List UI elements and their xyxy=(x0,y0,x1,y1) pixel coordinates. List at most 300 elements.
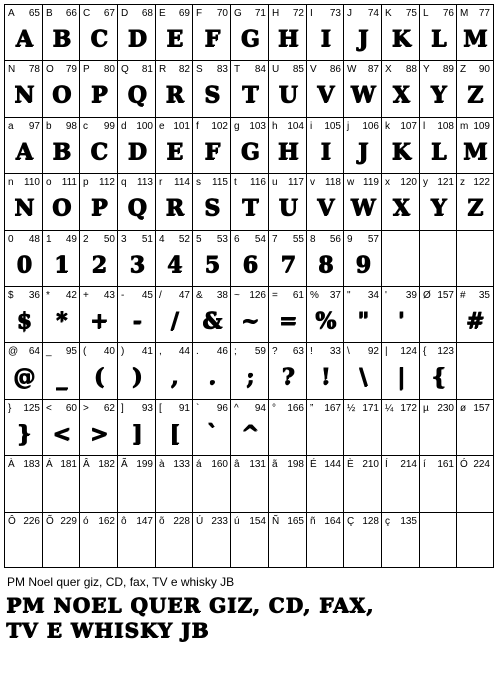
char-cell xyxy=(4,512,43,568)
char-code: 198 xyxy=(287,459,304,470)
char-cell-label xyxy=(460,234,490,246)
char-name: - xyxy=(121,290,125,301)
char-name: Ú xyxy=(196,516,204,527)
font-glyph-sample: I xyxy=(320,139,331,165)
char-code: 94 xyxy=(254,403,266,414)
font-glyph-sample xyxy=(344,529,382,565)
font-glyph-sample xyxy=(457,529,493,565)
char-name: & xyxy=(196,290,203,301)
char-cell xyxy=(343,286,382,343)
char-code: 38 xyxy=(216,290,228,301)
char-cell-label xyxy=(8,64,40,76)
char-cell xyxy=(419,230,457,287)
char-name: | xyxy=(385,346,388,357)
char-code: 154 xyxy=(249,516,266,527)
char-code: 82 xyxy=(178,64,190,75)
char-name: $ xyxy=(8,290,14,301)
char-code: 93 xyxy=(141,403,153,414)
char-cell xyxy=(79,342,118,400)
char-code: 45 xyxy=(141,290,153,301)
char-cell-label xyxy=(159,459,190,471)
font-glyph-sample xyxy=(420,472,457,508)
font-glyph-sample: ` xyxy=(206,421,218,447)
font-glyph-sample: B xyxy=(52,26,71,52)
char-cell xyxy=(4,455,43,513)
char-cell-label xyxy=(121,290,153,302)
char-cell xyxy=(343,399,382,456)
char-cell xyxy=(306,173,344,231)
char-code: 109 xyxy=(473,121,490,132)
char-name: 8 xyxy=(310,234,316,245)
char-cell-label xyxy=(234,121,266,133)
char-name: C xyxy=(83,8,91,19)
char-code: 95 xyxy=(65,346,77,357)
char-cell xyxy=(230,286,269,343)
char-name: ° xyxy=(272,403,276,414)
char-cell-label xyxy=(423,516,454,528)
font-glyph-sample: . xyxy=(208,364,216,390)
char-cell-label xyxy=(234,290,266,302)
font-glyph-sample xyxy=(193,529,231,565)
char-cell xyxy=(192,117,231,174)
char-code: 51 xyxy=(141,234,153,245)
font-glyph-sample xyxy=(5,529,43,565)
char-cell xyxy=(4,117,43,174)
char-code: 144 xyxy=(324,459,341,470)
char-name: ( xyxy=(83,346,87,357)
char-name: W xyxy=(347,64,357,75)
char-cell-label xyxy=(423,177,454,189)
char-cell-label xyxy=(46,64,77,76)
char-cell xyxy=(155,230,193,287)
char-cell xyxy=(4,342,43,400)
char-code: 40 xyxy=(103,346,115,357)
font-glyph-sample: 5 xyxy=(204,252,220,278)
char-name: < xyxy=(46,403,52,414)
font-glyph-sample: S xyxy=(204,195,220,221)
char-cell xyxy=(79,455,118,513)
char-cell-label xyxy=(385,290,417,302)
char-cell-label xyxy=(385,516,417,528)
char-code: 61 xyxy=(292,290,304,301)
char-code: 233 xyxy=(211,516,228,527)
char-cell xyxy=(4,286,43,343)
char-cell xyxy=(155,286,193,343)
char-cell xyxy=(4,230,43,287)
char-name: B xyxy=(46,8,53,19)
char-code: 214 xyxy=(400,459,417,470)
char-name: ~ xyxy=(234,290,240,301)
char-cell-label xyxy=(46,234,77,246)
font-glyph-sample: 8 xyxy=(317,252,334,278)
char-cell-label xyxy=(234,64,266,76)
char-cell xyxy=(306,512,344,568)
char-cell-label xyxy=(310,459,341,471)
char-cell xyxy=(456,173,494,231)
char-cell-label xyxy=(385,459,417,471)
char-code: 108 xyxy=(437,121,454,132)
char-cell xyxy=(117,60,156,118)
char-name: % xyxy=(310,290,319,301)
char-cell-label xyxy=(385,234,417,246)
char-cell xyxy=(192,455,231,513)
char-name: E xyxy=(159,8,166,19)
char-cell xyxy=(79,512,118,568)
char-code: 85 xyxy=(292,64,304,75)
char-cell-label xyxy=(347,290,379,302)
char-cell-label xyxy=(159,516,190,528)
char-cell xyxy=(381,286,420,343)
font-glyph-sample: V xyxy=(316,195,335,221)
char-cell-label xyxy=(83,290,115,302)
char-cell-label xyxy=(347,459,379,471)
char-name: h xyxy=(272,121,278,132)
char-name: G xyxy=(234,8,242,19)
font-glyph-sample: % xyxy=(315,308,336,334)
char-cell xyxy=(343,230,382,287)
char-name: * xyxy=(46,290,50,301)
char-cell xyxy=(155,173,193,231)
char-code: 63 xyxy=(292,346,304,357)
font-glyph-sample: ! xyxy=(320,364,331,390)
font-glyph-sample: K xyxy=(391,26,411,52)
char-cell xyxy=(4,60,43,118)
char-code: 110 xyxy=(24,177,40,188)
char-name: X xyxy=(385,64,392,75)
char-code: 77 xyxy=(478,8,490,19)
font-glyph-sample: U xyxy=(278,82,298,108)
char-name: / xyxy=(159,290,162,301)
char-code: 99 xyxy=(103,121,115,132)
font-glyph-sample: [ xyxy=(169,421,180,447)
char-code: 102 xyxy=(211,121,228,132)
char-code: 89 xyxy=(442,64,454,75)
char-cell xyxy=(268,4,307,61)
char-code: 116 xyxy=(250,177,266,188)
char-code: 49 xyxy=(65,234,77,245)
char-cell xyxy=(419,512,457,568)
char-cell-label xyxy=(159,177,190,189)
font-glyph-sample: O xyxy=(51,82,72,108)
char-name: I xyxy=(310,8,313,19)
char-cell xyxy=(42,286,80,343)
char-cell-label xyxy=(8,177,40,189)
font-glyph-sample xyxy=(231,529,269,565)
char-code: 167 xyxy=(324,403,341,414)
font-glyph-sample xyxy=(344,416,382,452)
char-code: 111 xyxy=(61,177,77,188)
font-glyph-sample: C xyxy=(90,26,108,52)
char-cell-label xyxy=(423,8,454,20)
char-code: 65 xyxy=(28,8,40,19)
char-code: 165 xyxy=(287,516,304,527)
char-cell-label xyxy=(196,346,228,358)
char-cell xyxy=(268,455,307,513)
char-code: 112 xyxy=(99,177,115,188)
char-code: 105 xyxy=(324,121,341,132)
char-name: 1 xyxy=(46,234,52,245)
char-code: 92 xyxy=(367,346,379,357)
char-code: 83 xyxy=(216,64,228,75)
char-cell xyxy=(117,455,156,513)
char-code: 157 xyxy=(473,403,490,414)
char-cell xyxy=(42,4,80,61)
font-glyph-sample: $ xyxy=(16,308,32,334)
char-name: Ø xyxy=(423,290,431,301)
char-cell-label xyxy=(121,346,153,358)
char-name: ^ xyxy=(234,403,239,414)
char-cell xyxy=(230,230,269,287)
char-code: 226 xyxy=(23,516,40,527)
char-cell xyxy=(343,4,382,61)
char-name: ø xyxy=(460,403,467,414)
char-cell-label xyxy=(8,8,40,20)
char-name: ? xyxy=(272,346,278,357)
char-cell-label xyxy=(159,8,190,20)
char-cell xyxy=(381,512,420,568)
char-cell xyxy=(306,455,344,513)
sample-caption: PM Noel quer giz, CD, fax, TV e whisky JB xyxy=(7,575,235,589)
char-cell xyxy=(4,4,43,61)
char-cell-label xyxy=(83,121,115,133)
char-code: 126 xyxy=(249,290,266,301)
font-glyph-sample: Y xyxy=(430,82,447,108)
char-name: p xyxy=(83,177,89,188)
font-glyph-sample: E xyxy=(166,26,183,52)
char-code: 66 xyxy=(65,8,77,19)
char-cell xyxy=(230,342,269,400)
char-code: 37 xyxy=(329,290,341,301)
char-cell-label xyxy=(272,516,304,528)
char-cell xyxy=(381,230,420,287)
font-glyph-sample: O xyxy=(51,195,72,221)
char-cell xyxy=(230,455,269,513)
font-glyph-sample xyxy=(156,529,193,565)
char-code: 62 xyxy=(103,403,115,414)
font-glyph-sample: @ xyxy=(13,364,35,390)
char-cell xyxy=(268,60,307,118)
char-cell-label xyxy=(196,403,228,415)
char-name: t xyxy=(234,177,237,188)
char-cell-label xyxy=(423,290,454,302)
char-cell-label xyxy=(8,290,40,302)
char-code: 199 xyxy=(136,459,153,470)
font-glyph-sample: \ xyxy=(358,364,368,390)
char-name: , xyxy=(159,346,162,357)
char-cell-label xyxy=(272,8,304,20)
char-cell-label xyxy=(159,64,190,76)
char-code: 171 xyxy=(362,403,379,414)
char-cell-label xyxy=(8,121,40,133)
font-glyph-sample: J xyxy=(357,26,369,52)
char-code: 101 xyxy=(173,121,190,132)
char-code: 84 xyxy=(254,64,266,75)
char-name: Ó xyxy=(460,459,468,470)
char-code: 59 xyxy=(254,346,266,357)
char-name: V xyxy=(310,64,317,75)
char-code: 122 xyxy=(473,177,490,188)
char-code: 91 xyxy=(178,403,190,414)
char-cell xyxy=(155,455,193,513)
char-code: 33 xyxy=(329,346,341,357)
font-glyph-sample: H xyxy=(277,26,299,52)
char-cell-label xyxy=(347,234,379,246)
char-cell xyxy=(268,173,307,231)
char-name: 4 xyxy=(159,234,165,245)
char-cell xyxy=(456,512,494,568)
char-code: 53 xyxy=(216,234,228,245)
font-glyph-sample: _ xyxy=(56,364,67,390)
char-code: 183 xyxy=(23,459,40,470)
char-code: 76 xyxy=(442,8,454,19)
char-name: É xyxy=(310,459,317,470)
char-name: c xyxy=(83,121,88,132)
char-cell-label xyxy=(83,403,115,415)
char-cell xyxy=(381,60,420,118)
font-glyph-sample: R xyxy=(165,195,184,221)
font-glyph-sample xyxy=(118,472,156,508)
char-code: 72 xyxy=(292,8,304,19)
char-name: 6 xyxy=(234,234,240,245)
char-cell-label xyxy=(196,64,228,76)
font-glyph-sample xyxy=(307,472,344,508)
font-glyph-sample: M xyxy=(462,26,488,52)
font-glyph-sample: 4 xyxy=(166,252,183,278)
char-cell xyxy=(79,4,118,61)
font-glyph-sample: 3 xyxy=(129,252,145,278)
font-glyph-sample xyxy=(382,529,420,565)
char-cell xyxy=(306,4,344,61)
char-cell-label xyxy=(310,177,341,189)
char-cell-label xyxy=(234,459,266,471)
char-cell xyxy=(419,60,457,118)
char-cell-label xyxy=(121,177,153,189)
char-name: w xyxy=(347,177,355,188)
char-name: Á xyxy=(46,459,53,470)
font-glyph-sample: A xyxy=(15,26,33,52)
char-cell xyxy=(456,230,494,287)
char-cell xyxy=(192,230,231,287)
char-cell xyxy=(268,230,307,287)
font-glyph-sample xyxy=(80,472,118,508)
font-glyph-sample: { xyxy=(431,364,446,390)
char-code: 117 xyxy=(288,177,304,188)
font-glyph-sample: Z xyxy=(466,195,484,221)
char-cell-label xyxy=(310,403,341,415)
char-cell xyxy=(230,117,269,174)
char-cell xyxy=(456,399,494,456)
char-code: 81 xyxy=(141,64,153,75)
char-cell xyxy=(230,399,269,456)
char-code: 181 xyxy=(60,459,77,470)
char-name: Q xyxy=(121,64,129,75)
font-glyph-sample: ; xyxy=(245,364,255,390)
char-name: o xyxy=(46,177,52,188)
char-cell xyxy=(381,173,420,231)
char-cell xyxy=(381,455,420,513)
char-cell-label xyxy=(385,346,417,358)
font-glyph-sample: V xyxy=(316,82,335,108)
char-code: 128 xyxy=(362,516,379,527)
char-cell-label xyxy=(83,64,115,76)
font-glyph-sample: N xyxy=(13,82,35,108)
char-code: 96 xyxy=(216,403,228,414)
char-cell xyxy=(117,512,156,568)
char-code: 44 xyxy=(178,346,190,357)
font-glyph-sample: ? xyxy=(281,364,295,390)
char-cell xyxy=(4,399,43,456)
char-cell-label xyxy=(8,403,40,415)
font-glyph-sample: | xyxy=(396,364,405,390)
char-cell xyxy=(155,60,193,118)
char-name: ñ xyxy=(310,516,316,527)
char-cell-label xyxy=(159,403,190,415)
char-cell-label xyxy=(310,290,341,302)
char-cell-label xyxy=(46,459,77,471)
font-glyph-sample xyxy=(420,303,457,339)
char-name: Y xyxy=(423,64,430,75)
char-cell-label xyxy=(423,459,454,471)
char-name: a xyxy=(8,121,14,132)
font-glyph-sample: Q xyxy=(127,195,147,221)
char-cell xyxy=(79,286,118,343)
font-glyph-sample: P xyxy=(90,195,108,221)
font-glyph-sample: = xyxy=(278,308,298,334)
char-cell-label xyxy=(385,121,417,133)
char-cell-label xyxy=(121,403,153,415)
char-code: 115 xyxy=(212,177,228,188)
char-cell-label xyxy=(83,459,115,471)
char-code: 103 xyxy=(249,121,266,132)
char-code: 78 xyxy=(28,64,40,75)
font-glyph-sample: ( xyxy=(93,364,105,390)
char-cell xyxy=(117,230,156,287)
char-name: à xyxy=(159,459,165,470)
char-name: ½ xyxy=(347,403,356,414)
char-cell xyxy=(230,60,269,118)
char-cell xyxy=(456,286,494,343)
font-glyph-sample: > xyxy=(89,421,109,447)
char-code: 35 xyxy=(478,290,490,301)
font-glyph-sample xyxy=(382,416,420,452)
char-name: ú xyxy=(234,516,240,527)
char-cell xyxy=(155,399,193,456)
char-cell xyxy=(381,342,420,400)
char-name: x xyxy=(385,177,390,188)
char-code: 86 xyxy=(329,64,341,75)
char-cell xyxy=(79,60,118,118)
char-cell xyxy=(79,117,118,174)
char-code: 123 xyxy=(437,346,454,357)
font-glyph-sample: 2 xyxy=(91,252,107,278)
char-cell xyxy=(343,117,382,174)
char-name: Ç xyxy=(347,516,355,527)
char-cell xyxy=(79,399,118,456)
char-cell xyxy=(230,173,269,231)
font-glyph-sample: Y xyxy=(430,195,447,221)
char-name: T xyxy=(234,64,241,75)
char-cell-label xyxy=(347,177,379,189)
char-name: n xyxy=(8,177,14,188)
char-cell-label xyxy=(196,177,228,189)
font-glyph-sample: ^ xyxy=(240,421,260,447)
font-glyph-sample: I xyxy=(320,26,331,52)
font-glyph-sample: W xyxy=(350,82,376,108)
font-glyph-sample: # xyxy=(465,308,485,334)
font-glyph-sample xyxy=(457,359,493,395)
char-cell xyxy=(456,455,494,513)
char-cell xyxy=(419,4,457,61)
